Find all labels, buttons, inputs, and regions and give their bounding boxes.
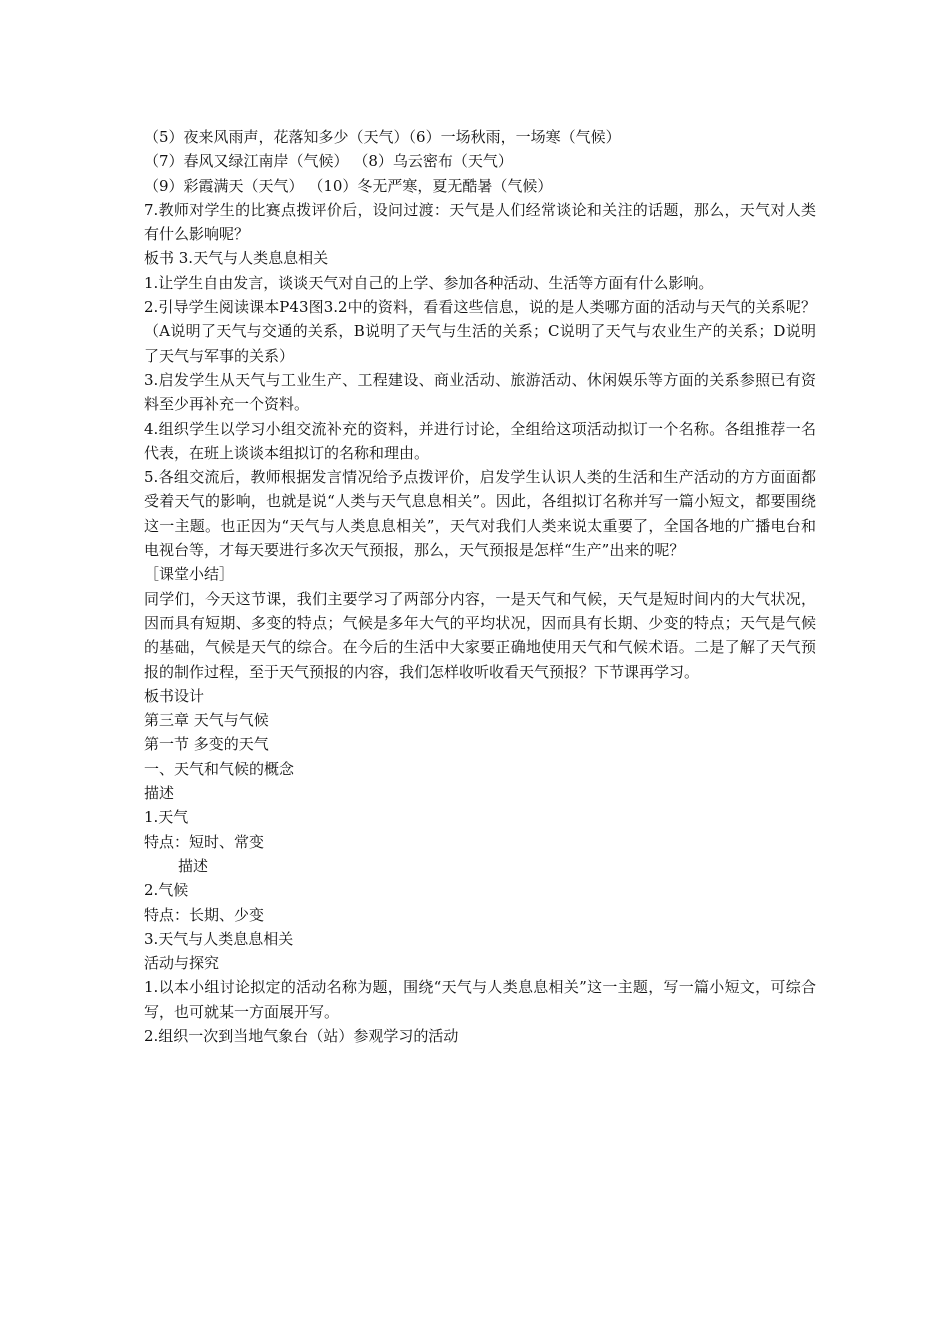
feature-climate: 特点：长期、少变 bbox=[144, 905, 265, 924]
activity-2: 2.组织一次到当地气象台（站）参观学习的活动 bbox=[144, 1026, 459, 1045]
summary-text: 同学们，今天这节课，我们主要学习了两部分内容，一是天气和气候，天气是短时间内的大气状况，因而具有短期、多变的特点；气候是多年大气的平均状况，因而具有长期、少变的特点；天气是气候的基础，气候是天气的综合。在今后的生活中大家要正确地使用天气和气候术语。二是了解了天气预报的制作过程，至于天气预报的内容，我们怎样收听收看天气预报？下节课再学习。 bbox=[144, 589, 816, 681]
board-heading: 板书 3.天气与人类息息相关 bbox=[144, 249, 329, 268]
item-climate: 2.气候 bbox=[144, 881, 189, 900]
paragraph-4: 4.组织学生以学习小组交流补充的资料，并进行讨论，全组给这项活动拟订一个名称。各组推荐一名代表，在班上谈谈本组拟订的名称和理由。 bbox=[144, 419, 816, 462]
section-title: 第一节 多变的天气 bbox=[144, 735, 269, 754]
example-line-9-10: （9）彩霞满天（天气） （10）冬无严寒，夏无酷暑（气候） bbox=[144, 176, 553, 195]
item-weather: 1.天气 bbox=[144, 808, 189, 827]
paragraph-2: 2.引导学生阅读课本P43图3.2中的资料，看看这些信息，说的是人类哪方面的活动与天气的关系呢？（A说明了天气与交通的关系，B说明了天气与生活的关系；C说明了天气与农业生产的关系；D说明了天气与军事的关系） bbox=[144, 298, 816, 365]
example-line-7-8: （7）春风又绿江南岸（气候） （8）乌云密布（天气） bbox=[144, 152, 513, 171]
activity-heading: 活动与探究 bbox=[144, 954, 220, 973]
document-body bbox=[144, 125, 816, 1048]
activity-1: 1.以本小组讨论拟定的活动名称为题，围绕“天气与人类息息相关”这一主题，写一篇小短文，可综合写，也可就某一方面展开写。 bbox=[144, 978, 816, 1021]
paragraph-5: 5.各组交流后，教师根据发言情况给予点拨评价，启发学生认识人类的生活和生产活动的方方面面都受着天气的影响，也就是说“人类与天气息息相关”。因此，各组拟订名称并写一篇小短文，都要围绕这一主题。也正因为“天气与人类息息相关”，天气对我们人类来说太重要了，全国各地的广播电台和电视台等，才每天要进行多次天气预报，那么，天气预报是怎样“生产”出来的呢？ bbox=[144, 468, 816, 560]
paragraph-7: 7.教师对学生的比赛点拨评价后，设问过渡：天气是人们经常谈论和关注的话题，那么，天气对人类有什么影响呢？ bbox=[144, 200, 816, 244]
describe-label-1: 描述 bbox=[144, 784, 175, 803]
paragraph-3: 3.启发学生从天气与工业生产、工程建设、商业活动、旅游活动、休闲娱乐等方面的关系参照已有资料至少再补充一个资料。 bbox=[144, 370, 816, 414]
example-line-5-6: （5）夜来风雨声，花落知多少（天气）（6）一场秋雨，一场寒（气候） bbox=[144, 128, 621, 146]
paragraph-1: 1.让学生自由发言，谈谈天气对自己的上学、参加各种活动、生活等方面有什么影响。 bbox=[144, 273, 714, 292]
board-design-heading: 板书设计 bbox=[144, 686, 205, 705]
describe-label-2: 描述 bbox=[178, 856, 209, 875]
part-1-title: 一、天气和气候的概念 bbox=[144, 759, 295, 778]
chapter-title: 第三章 天气与气候 bbox=[144, 711, 269, 730]
summary-heading: ［课堂小结］ bbox=[144, 565, 235, 584]
feature-weather: 特点：短时、常变 bbox=[144, 832, 265, 851]
item-3: 3.天气与人类息息相关 bbox=[144, 929, 294, 948]
